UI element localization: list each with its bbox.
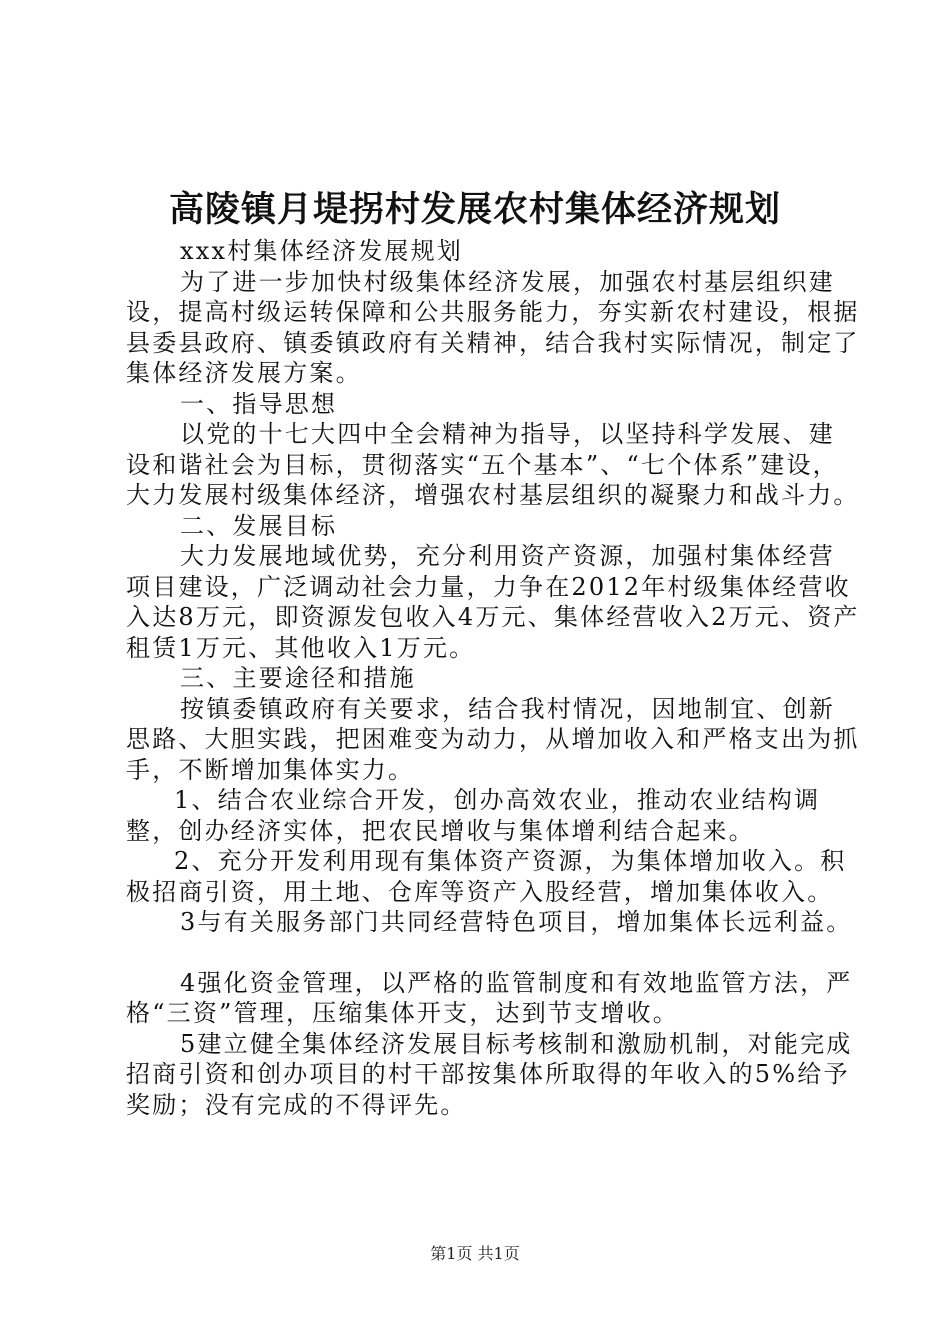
development-goals-paragraph: 大力发展地域优势，充分利用资产资源，加强村集体经营项目建设，广泛调动社会力量，力争在2012年村级集体经营收入达8万元，即资源发包收入4万元、集体经营收入2万元、资产租赁1万元、其他收入1万元。 <box>126 542 860 662</box>
intro-paragraph: 为了进一步加快村级集体经济发展，加强农村基层组织建设，提高村级运转保障和公共服务能力，夯实新农村建设，根据县委县政府、镇委镇政府有关精神，结合我村实际情况，制定了集体经济发展方案。 <box>126 267 860 387</box>
measure-item-5: 5建立健全集体经济发展目标考核制和激励机制，对能完成招商引资和创办项目的村干部按集体所取得的年收入的5%给予奖励；没有完成的不得评先。 <box>126 1029 853 1119</box>
measure-item-1: 1、结合农业综合开发，创办高效农业，推动农业结构调整，创办经济实体，把农民增收与集体增利结合起来。 <box>126 786 821 845</box>
measure-item-4: 4强化资金管理，以严格的监管制度和有效地监管方法，严格“三资”管理，压缩集体开支，达到节支增收。 <box>126 968 853 1027</box>
measures-paragraph: 按镇委镇政府有关要求，结合我村情况，因地制宜、创新思路、大胆实践，把困难变为动力，从增加收入和严格支出为抓手，不断增加集体实力。 <box>126 694 860 784</box>
measure-item-3: 3与有关服务部门共同经营特色项目，增加集体长远利益。 <box>180 908 853 936</box>
page-footer: 第1页 共1页 <box>430 1244 520 1263</box>
measure-item-2: 2、充分开发利用现有集体资产资源，为集体增加收入。积极招商引资，用土地、仓库等资产入股经营，增加集体收入。 <box>126 847 847 906</box>
guiding-ideology-paragraph: 以党的十七大四中全会精神为指导，以坚持科学发展、建设和谐社会为目标，贯彻落实“五个基本”、“七个体系”建设，大力发展村级集体经济，增强农村基层组织的凝聚力和战斗力。 <box>126 420 860 509</box>
document-body <box>126 236 861 1120</box>
subtitle-paragraph: xxx村集体经济发展规划 <box>180 237 464 265</box>
paragraph-gap <box>126 938 861 968</box>
section-heading-development-goals: 二、发展目标 <box>180 511 338 540</box>
section-heading-guiding-ideology: 一、指导思想 <box>180 389 338 418</box>
section-heading-measures: 三、主要途径和措施 <box>180 664 416 692</box>
document-title: 高陵镇月堤拐村发展农村集体经济规划 <box>168 189 781 230</box>
